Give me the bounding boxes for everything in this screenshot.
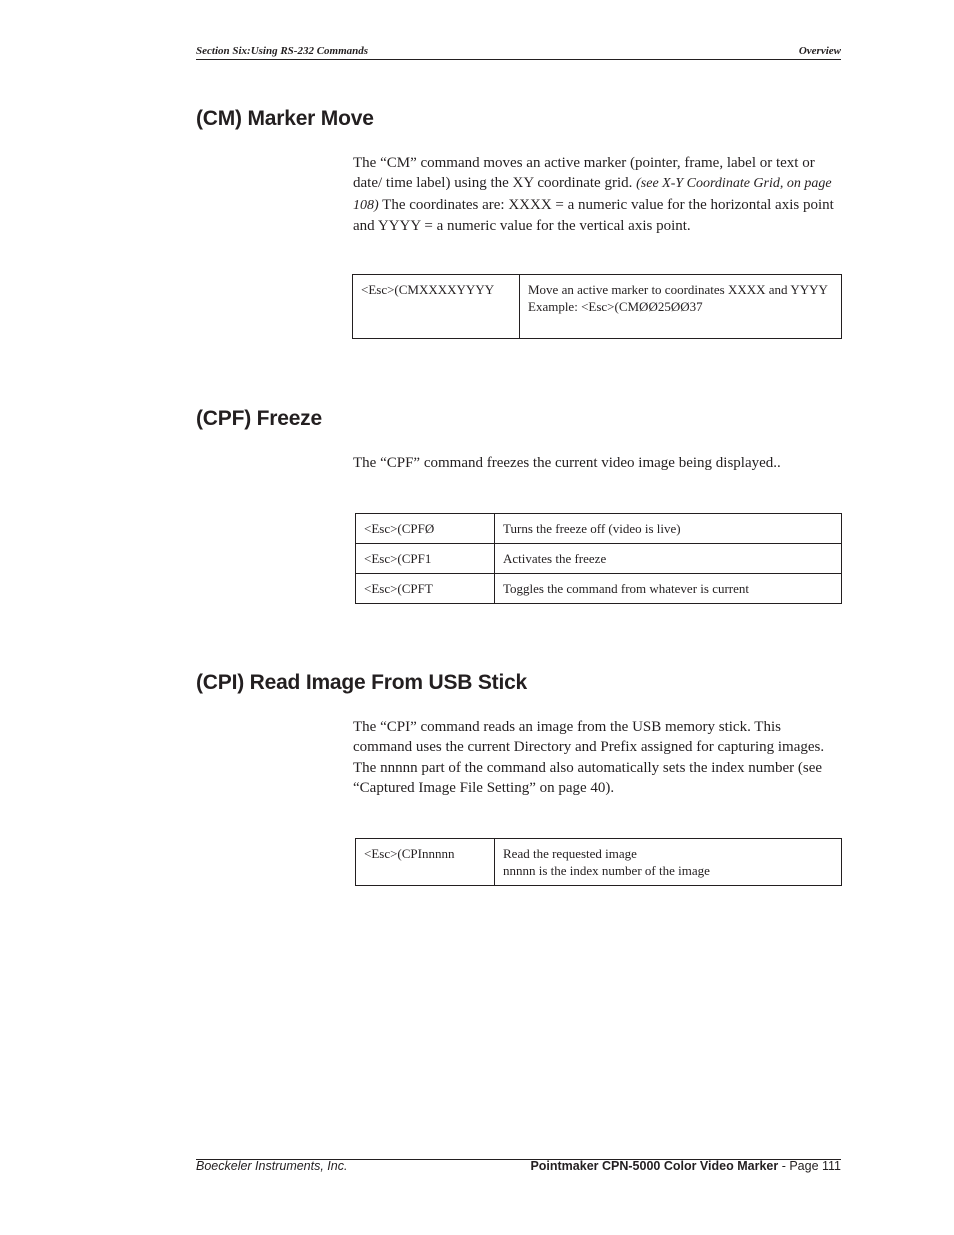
table-row [356,839,842,886]
cm-para-crossref: (see X-Y Coordinate Grid, on page 108) [353,176,832,213]
description-cell [520,275,842,339]
command-cell: <Esc>(CPFØ [356,514,495,544]
section-title-cpf: (CPF) Freeze [196,407,322,430]
table-row [356,514,842,544]
running-footer [196,1159,841,1177]
cm-para-text-2: The coordinates are: XXXX = a numeric value for the horizontal axis point and YYYY = a numeric value for the vertical axis point. [353,196,834,234]
footer-product: Pointmaker CPN-5000 Color Video Marker [530,1159,779,1173]
section-cpf-paragraph: The “CPF” command freezes the current video image being displayed.. [353,455,781,471]
footer-product-page [530,1159,841,1173]
header-section-title: Section Six:Using RS-232 Commands [196,45,369,57]
command-cell: <Esc>(CPInnnnn [356,839,495,886]
table-row [353,275,842,339]
description-line: nnnnn is the index number of the image [503,863,710,878]
description-line: Read the requested image [503,846,637,861]
cpf-command-table [355,513,842,604]
command-cell: <Esc>(CPFT [356,574,495,604]
description-cell: Activates the freeze [495,544,842,574]
section-title-cpi: (CPI) Read Image From USB Stick [196,671,528,694]
header-rule [196,59,841,60]
footer-company: Boeckeler Instruments, Inc. [196,1159,348,1173]
cm-para-text: The “CM” command moves an active marker (pointer, frame, label or text or date/ time label) using the XY coordinate grid. [353,155,815,192]
cm-command-table [352,274,842,339]
cpi-command-table [355,838,842,886]
section-cm-paragraph [353,153,843,236]
footer-page-number: - Page 111 [778,1159,841,1173]
command-cell: <Esc>(CMXXXXYYYY [353,275,520,339]
description-line: Move an active marker to coordinates XXXX and YYYY [528,282,828,297]
table-row [356,574,842,604]
description-line: Example: <Esc>(CMØØ25ØØ37 [528,299,703,314]
header-chapter-title: Overview [798,45,841,57]
command-cell: <Esc>(CPF1 [356,544,495,574]
description-cell: Toggles the command from whatever is current [495,574,842,604]
table-row [356,544,842,574]
section-cpi-paragraph: The “CPI” command reads an image from the USB memory stick. This command uses the current Directory and Prefix assigned for capturing images. The nnnnn part of the command also automatically sets the index number (see “Captured Image File Setting” on page 40). [353,719,825,796]
description-cell: Turns the freeze off (video is live) [495,514,842,544]
description-cell [495,839,842,886]
section-title-cm: (CM) Marker Move [196,107,374,130]
